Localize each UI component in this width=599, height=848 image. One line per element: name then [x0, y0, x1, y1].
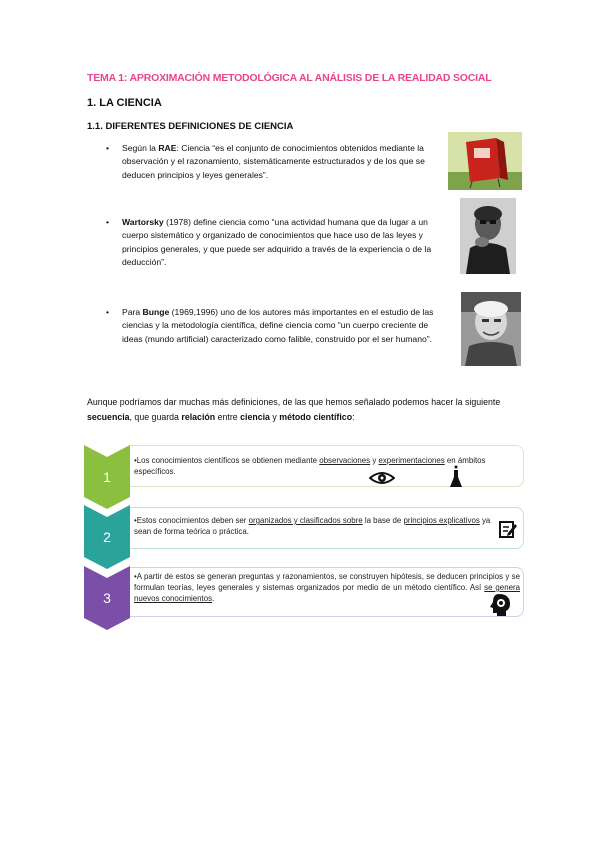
- step-2-number: 2: [103, 529, 111, 545]
- flask-icon: [449, 465, 463, 494]
- bunge-portrait: [461, 292, 521, 366]
- step-1-text: •Los conocimientos científicos se obtienen mediante observaciones y experimentaciones en ámbitos específicos.: [134, 456, 486, 476]
- step-3-text: •A partir de estos se generan preguntas y razonamientos, se construyen hipótesis, se deducen principios y se formulan teorías, leyes generales y sistemas organizados por medio de un método científico. Así se genera nuevos conocimientos.: [134, 572, 520, 603]
- step-3-number: 3: [103, 590, 111, 606]
- document-title: TEMA 1: APROXIMACIÓN METODOLÓGICA AL ANÁLISIS DE LA REALIDAD SOCIAL: [87, 72, 492, 84]
- wartorsky-portrait: [460, 198, 516, 274]
- bullet-marker: •: [106, 143, 110, 153]
- step-2-text: •Estos conocimientos deben ser organizados y clasificados sobre la base de principios explicativos ya sean de forma teórica o práctica.: [134, 516, 491, 536]
- rae-book-image: [448, 132, 522, 190]
- author-name: Bunge: [142, 307, 170, 317]
- bullet-marker: •: [106, 307, 110, 317]
- definition-rae: • Según la RAE: Ciencia “es el conjunto de conocimientos obtenidos mediante la observación y el razonamiento, sistemáticamente estructurados y de los que se deducen principios y leyes generales”.: [106, 143, 425, 180]
- bullet-marker: •: [106, 217, 110, 227]
- eye-icon: [369, 471, 395, 490]
- section-heading: 1. LA CIENCIA: [87, 97, 162, 109]
- step-1-number: 1: [103, 469, 111, 485]
- author-name: RAE: [158, 143, 177, 153]
- subsection-heading: 1.1. DIFERENTES DEFINICIONES DE CIENCIA: [87, 121, 294, 132]
- definition-wartorsky: • Wartorsky (1978) define ciencia como “una actividad humana que da lugar a un cuerpo sistemático y organizado de conocimientos que hace uso de las leyes y principios generales, y que puede ser adquirido a través de la experiencia o de la deducción”.: [106, 217, 432, 268]
- author-name: Wartorsky: [122, 217, 164, 227]
- sequence-intro-paragraph: Aunque podríamos dar muchas más definiciones, de las que hemos señalado podemos hacer la siguiente secuencia, que guarda relación entre ciencia y método científico:: [87, 397, 501, 422]
- definition-bunge: • Para Bunge (1969,1996) uno de los autores más importantes en el estudio de las ciencias y la metodología científica, define ciencia como “un cuerpo creciente de ideas (mundo artificial) caracterizado como falible, construido por el ser humano”.: [106, 307, 434, 344]
- head-idea-icon: [489, 593, 511, 622]
- notepad-icon: [499, 520, 517, 543]
